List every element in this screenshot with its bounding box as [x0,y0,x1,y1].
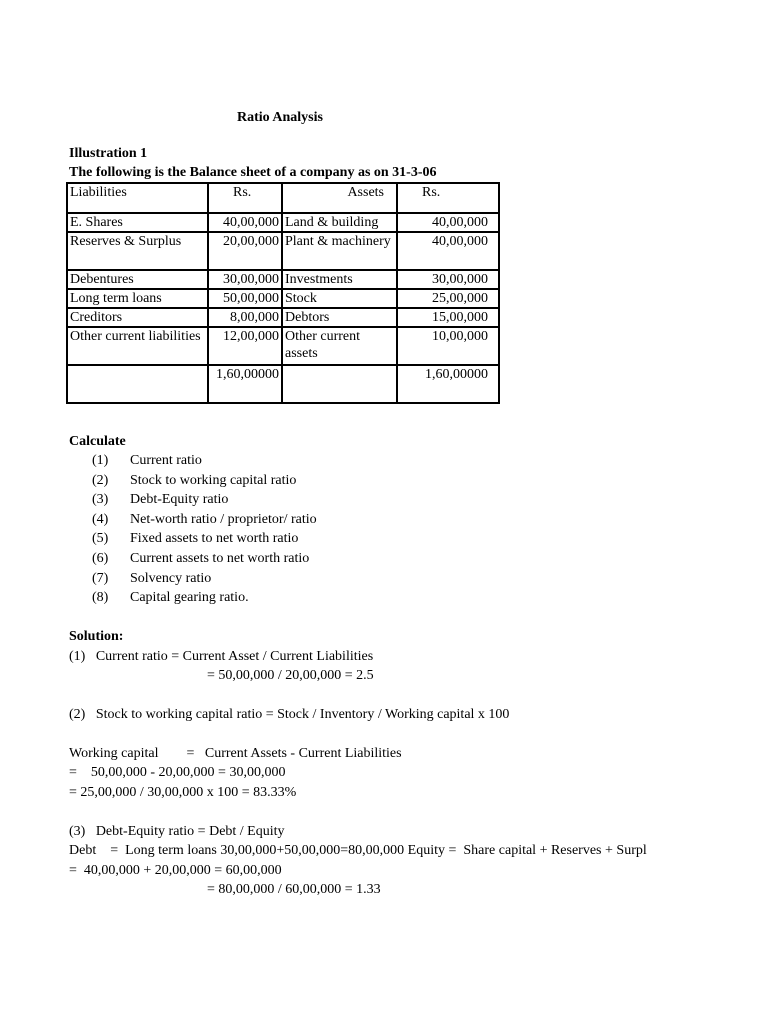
list-item-text: Debt-Equity ratio [130,492,229,508]
liability-amount-cell: 20,00,000 [208,232,282,270]
table-header-row [67,183,499,213]
asset-cell: Investments [282,270,397,289]
list-item [92,570,317,590]
solution-line: (3) Debt-Equity ratio = Debt / Equity [69,824,285,839]
liability-cell: Reserves & Surplus [67,232,208,270]
solution-line: Debt = Long term loans 30,00,000+50,00,000=80,00,000 Equity = Share capital + Reserves + Surpl [69,843,647,858]
list-item-number: (7) [92,570,109,586]
total-assets-cell: 1,60,00000 [397,365,499,403]
list-item-number: (4) [92,511,109,527]
solution-line: = 50,00,000 - 20,00,000 = 30,00,000 [69,765,286,780]
table-row [67,270,499,289]
header-liabilities: Liabilities [67,183,208,213]
asset-cell: Stock [282,289,397,308]
header-assets: Assets [282,183,397,213]
list-item [92,589,317,609]
calculate-list [92,452,317,609]
total-blank-cell [282,365,397,403]
header-rs-assets: Rs. [397,183,499,213]
list-item-text: Current assets to net worth ratio [130,550,310,566]
balance-sheet-table [66,182,500,404]
asset-cell: Land & building [282,213,397,232]
illustration-heading: Illustration 1 [69,146,148,161]
solution-line: = 25,00,000 / 30,00,000 x 100 = 83.33% [69,785,297,800]
liability-cell: Debentures [67,270,208,289]
asset-amount-cell: 40,00,000 [397,213,499,232]
list-item-number: (1) [92,453,109,468]
intro-text: The following is the Balance sheet of a company as on 31-3-06 [69,165,437,180]
page-title: Ratio Analysis [237,110,323,125]
asset-amount-cell: 10,00,000 [397,327,499,365]
list-item [92,530,317,550]
calculate-heading: Calculate [69,434,126,449]
list-item-text: Fixed assets to net worth ratio [130,531,299,547]
solution-line: = 50,00,000 / 20,00,000 = 2.5 [207,668,374,683]
solution-line: (2) Stock to working capital ratio = Stock / Inventory / Working capital x 100 [69,707,510,722]
table-row [67,232,499,270]
table-row [67,213,499,232]
table-row [67,327,499,365]
asset-cell: Plant & machinery [282,232,397,270]
solution-line: = 40,00,000 + 20,00,000 = 60,00,000 [69,863,282,878]
list-item-text: Current ratio [130,453,202,468]
liability-cell: Long term loans [67,289,208,308]
liability-amount-cell: 8,00,000 [208,308,282,327]
liability-amount-cell: 12,00,000 [208,327,282,365]
list-item-number: (6) [92,550,109,566]
liability-amount-cell: 40,00,000 [208,213,282,232]
list-item-number: (5) [92,531,109,547]
list-item [92,550,317,570]
liability-cell: E. Shares [67,213,208,232]
table-total-row [67,365,499,403]
total-blank-cell [67,365,208,403]
asset-amount-cell: 40,00,000 [397,232,499,270]
list-item-number: (8) [92,590,109,606]
list-item-text: Net-worth ratio / proprietor/ ratio [130,511,317,527]
solution-heading: Solution: [69,629,124,644]
solution-line: (1) Current ratio = Current Asset / Current Liabilities [69,649,374,664]
asset-cell: Other current assets [282,327,397,365]
list-item [92,452,317,472]
list-item-number: (2) [92,472,109,488]
list-item-text: Capital gearing ratio. [130,590,249,606]
table-row [67,289,499,308]
liability-cell: Other current liabilities [67,327,208,365]
list-item-text: Solvency ratio [130,570,212,586]
solution-line: Working capital = Current Assets - Current Liabilities [69,746,402,761]
header-rs-liabilities: Rs. [208,183,282,213]
list-item-text: Stock to working capital ratio [130,472,297,488]
liability-cell: Creditors [67,308,208,327]
solution-line: = 80,00,000 / 60,00,000 = 1.33 [207,882,381,897]
liability-amount-cell: 50,00,000 [208,289,282,308]
asset-amount-cell: 25,00,000 [397,289,499,308]
list-item [92,511,317,531]
list-item [92,472,317,492]
total-liabilities-cell: 1,60,00000 [208,365,282,403]
asset-amount-cell: 15,00,000 [397,308,499,327]
list-item [92,491,317,511]
asset-amount-cell: 30,00,000 [397,270,499,289]
table-row [67,308,499,327]
list-item-number: (3) [92,492,109,508]
asset-cell: Debtors [282,308,397,327]
liability-amount-cell: 30,00,000 [208,270,282,289]
